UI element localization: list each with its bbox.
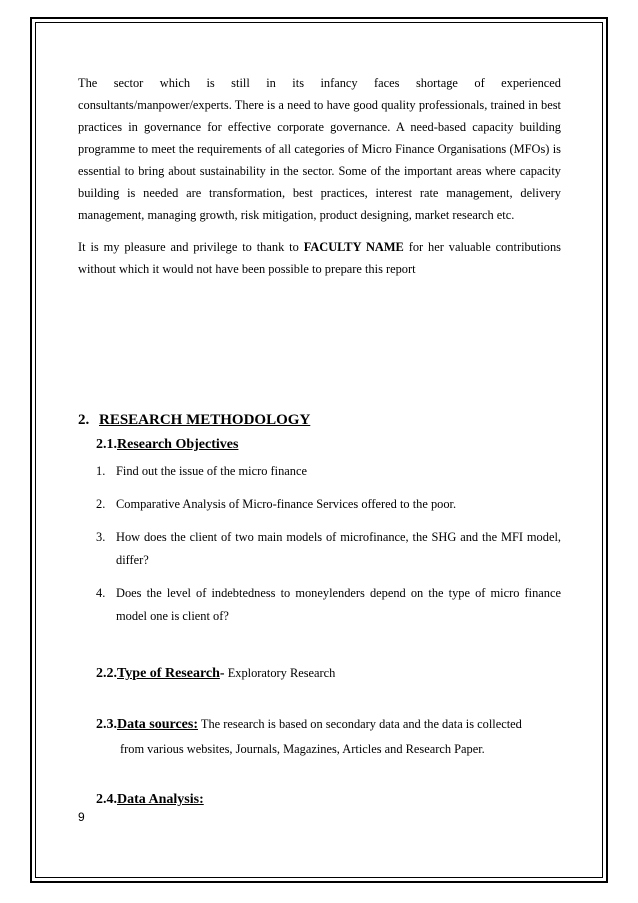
sources-line2: from various websites, Journals, Magazines, Articles and Research Paper. [120,742,485,756]
ack-text-before: It is my pleasure and privilege to thank to [78,240,304,254]
ack-text-after: for her valuable contributions without which it would not have been possible to prepare this report [78,240,561,276]
objectives-heading [96,437,238,453]
page-number: 9 [78,810,85,824]
list-item: 4. Does the level of indebtedness to moneylenders depend on the type of micro finance model one is client of? [96,586,561,623]
type-of-research [96,666,335,682]
list-item: 3. How does the client of two main models of microfinance, the SHG and the MFI model, differ? [96,530,561,567]
section-title: RESEARCH METHODOLOGY [99,412,311,428]
objectives-title: Research Objectives [117,437,239,452]
intro-paragraph: The sector which is still in its infancy faces shortage of experienced consultants/manpower/experts. There is a need to have good quality professionals, trained in best practices in governance for effective corporate governance. A need-based capacity building programme to meet the requirements of all categories of Micro Finance Organisations (MFOs) is essential to bring about sustainability in the sector. Some of the important areas where capacity building is needed are transformation, best practices, interest rate management, delivery management, managing growth, risk mitigation, product designing, market research etc. [78,76,561,222]
type-title: Type of Research [117,666,220,681]
acknowledgement-paragraph [78,236,561,280]
section-heading [78,412,310,429]
objectives-list [96,460,561,628]
type-value: Exploratory Research [224,666,336,680]
analysis-number: 2.4. [96,792,117,807]
faculty-name: FACULTY NAME [303,240,404,254]
sources-number: 2.3. [96,717,117,732]
data-analysis-heading [96,792,204,808]
type-number: 2.2. [96,666,117,681]
analysis-title: Data Analysis: [117,792,204,807]
sources-line1: The research is based on secondary data and the data is collected [198,717,522,731]
list-item: 2. Comparative Analysis of Micro-finance Services offered to the poor. [96,497,457,511]
list-item: 1. Find out the issue of the micro finance [96,464,307,478]
data-sources [96,712,561,762]
intro-section [78,72,561,280]
section-number: 2. [78,412,90,428]
sources-title: Data sources: [117,717,199,732]
objectives-number: 2.1. [96,437,117,452]
type-separator: - [219,666,225,681]
